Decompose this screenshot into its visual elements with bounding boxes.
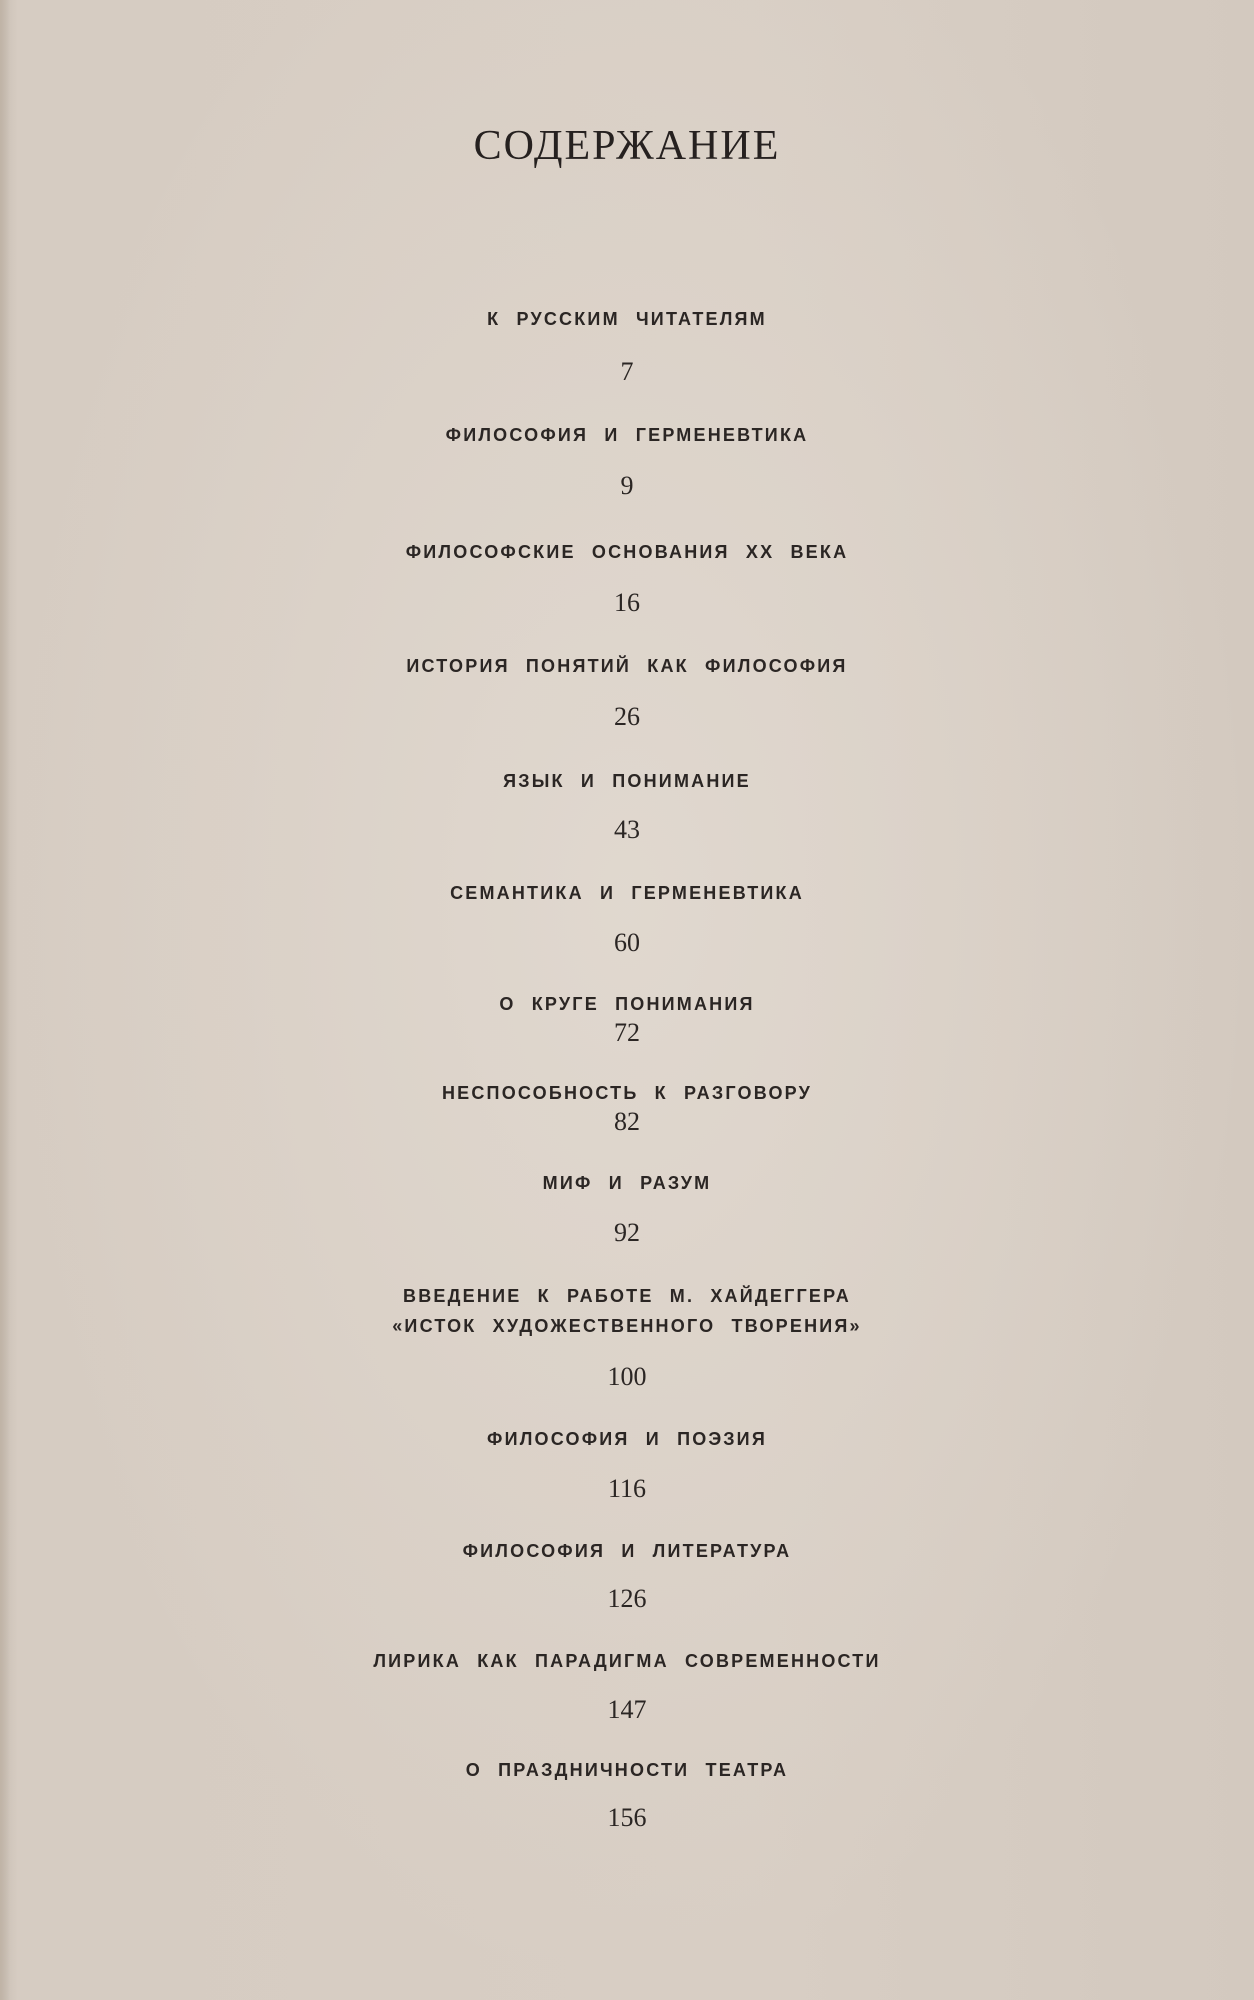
- toc-entry-title: НЕСПОСОБНОСТЬ К РАЗГОВОРУ: [441, 1083, 813, 1103]
- toc-entry-title: ФИЛОСОФСКИЕ ОСНОВАНИЯ XX ВЕКА: [405, 542, 849, 562]
- toc-entry-page: 82: [614, 1107, 640, 1136]
- page-title: СОДЕРЖАНИЕ: [473, 123, 781, 169]
- toc-entry-title: ЯЗЫК И ПОНИМАНИЕ: [503, 771, 751, 791]
- toc-entry-page: 7: [620, 357, 634, 386]
- toc-entry-page: 16: [614, 588, 640, 617]
- toc-entry-title: ФИЛОСОФИЯ И ПОЭЗИЯ: [487, 1429, 767, 1449]
- toc-entry-title: ЛИРИКА КАК ПАРАДИГМА СОВРЕМЕННОСТИ: [373, 1651, 881, 1671]
- toc-entry-title: ВВЕДЕНИЕ К РАБОТЕ М. ХАЙДЕГГЕРА: [403, 1286, 851, 1306]
- toc-entry-page: 60: [614, 928, 640, 957]
- toc-entry-page: 147: [607, 1695, 647, 1724]
- toc-entry-title: О ПРАЗДНИЧНОСТИ ТЕАТРА: [465, 1760, 789, 1780]
- toc-entry-title-line2: «ИСТОК ХУДОЖЕСТВЕННОГО ТВОРЕНИЯ»: [392, 1316, 862, 1336]
- toc-entry-page: 9: [620, 471, 634, 500]
- toc-entry-page: 156: [607, 1803, 647, 1832]
- toc-entry-title: ФИЛОСОФИЯ И ГЕРМЕНЕВТИКА: [445, 425, 809, 445]
- toc-entry-page: 72: [614, 1018, 640, 1047]
- toc-entry-title: ФИЛОСОФИЯ И ЛИТЕРАТУРА: [462, 1541, 792, 1561]
- toc-entry-title: СЕМАНТИКА И ГЕРМЕНЕВТИКА: [450, 883, 804, 903]
- toc-entry-title: О КРУГЕ ПОНИМАНИЯ: [499, 994, 755, 1014]
- toc-entry-page: 126: [607, 1584, 647, 1613]
- toc-entry-page: 92: [614, 1218, 640, 1247]
- toc-entry-title: ИСТОРИЯ ПОНЯТИЙ КАК ФИЛОСОФИЯ: [406, 656, 848, 676]
- toc-entry-title: К РУССКИМ ЧИТАТЕЛЯМ: [487, 309, 767, 329]
- toc-entry-page: 116: [607, 1474, 647, 1503]
- toc-entry-page: 43: [614, 815, 640, 844]
- toc-entry-page: 26: [614, 702, 640, 731]
- toc-entry-page: 100: [607, 1362, 647, 1391]
- toc-entry-title: МИФ И РАЗУМ: [542, 1173, 712, 1193]
